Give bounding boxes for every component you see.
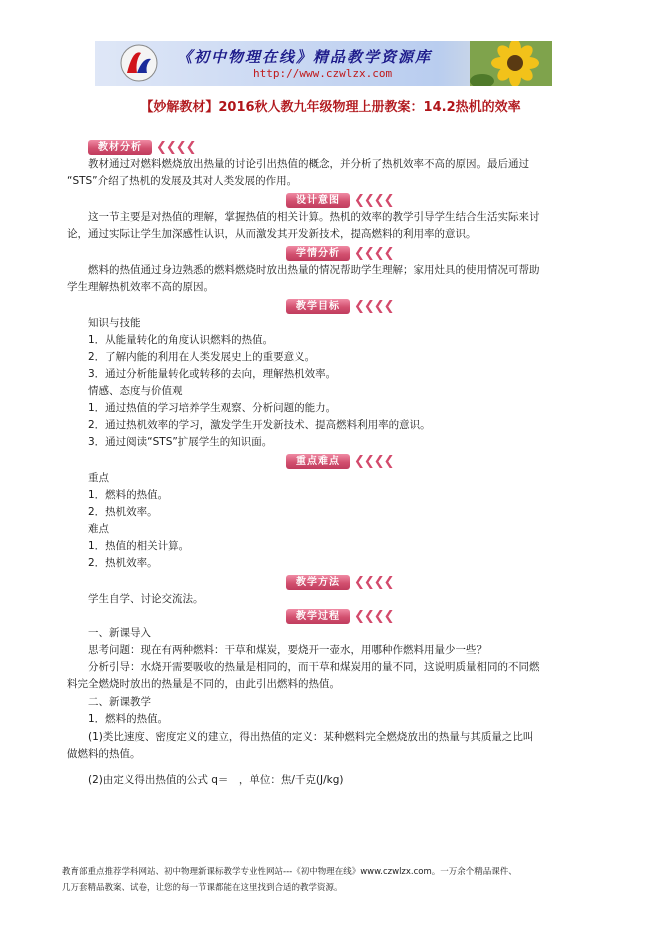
paragraph-line: 学生理解热机效率不高的原因。 xyxy=(67,281,214,293)
paragraph-line: 学生自学、讨论交流法。 xyxy=(88,593,204,605)
subheading: 情感、态度与价值观 xyxy=(88,385,183,397)
section-chevrons: ❮❮❮❮ xyxy=(354,193,394,208)
banner-url[interactable]: http://www.czwlzx.com xyxy=(253,67,393,80)
paragraph-line: 论，通过实际让学生加深感性认识，从而激发其开发新技术，提高燃料的利用率的意识。 xyxy=(67,228,477,240)
paragraph-line: (1)类比速度、密度定义的建立，得出热值的定义：某种燃料完全燃烧放出的热量与其质量之比叫 xyxy=(88,731,534,743)
banner-title: 《初中物理在线》精品教学资源库 xyxy=(177,48,433,66)
section-chevrons: ❮❮❮❮ xyxy=(156,140,196,155)
sunflower-icon xyxy=(470,41,552,86)
list-item: 1．燃料的热值。 xyxy=(88,489,169,501)
footer-line: 教育部重点推荐学科网站、初中物理新课标教学专业性网站---《初中物理在线》www.czwlzx.com。一万余个精品课件、 xyxy=(62,867,517,877)
list-item: 2．热机效率。 xyxy=(88,557,158,569)
list-item: 2．了解内能的利用在人类发展史上的重要意义。 xyxy=(88,351,316,363)
list-item: 1．热值的相关计算。 xyxy=(88,540,190,552)
section-header-student-analysis: 学情分析 xyxy=(286,246,350,261)
section-header-teaching-goals: 教学目标 xyxy=(286,299,350,314)
site-logo-icon xyxy=(117,43,161,83)
subheading: 一、新课导入 xyxy=(88,627,151,639)
section-chevrons: ❮❮❮❮ xyxy=(354,299,394,314)
subheading: 二、新课教学 xyxy=(88,696,151,708)
paragraph-line: 思考问题：现在有两种燃料：干草和煤炭，要烧开一壶水，用哪种作燃料用量少一些？ xyxy=(88,644,487,656)
paragraph-line: 燃料的热值通过身边熟悉的燃料燃烧时放出热量的情况帮助学生理解；家用灶具的使用情况可帮助 xyxy=(88,264,540,276)
document-title: 【妙解教材】2016秋人教九年级物理上册教案：14.2热机的效率 xyxy=(140,100,521,115)
section-chevrons: ❮❮❮❮ xyxy=(354,246,394,261)
paragraph-line: 做燃料的热值。 xyxy=(67,748,141,760)
paragraph-line: 分析引导：水烧开需要吸收的热量是相同的，而干草和煤炭用的量不同，这说明质量相同的不同燃 xyxy=(88,661,540,673)
section-header-design-intent: 设计意图 xyxy=(286,193,350,208)
list-item: 2．通过热机效率的学习，激发学生开发新技术、提高燃料利用率的意识。 xyxy=(88,419,431,431)
section-header-teaching-process: 教学过程 xyxy=(286,609,350,624)
subheading: 知识与技能 xyxy=(88,317,141,329)
section-chevrons: ❮❮❮❮ xyxy=(354,609,394,624)
list-item: 1．通过热值的学习培养学生观察、分析问题的能力。 xyxy=(88,402,337,414)
section-chevrons: ❮❮❮❮ xyxy=(354,454,394,469)
footer xyxy=(62,864,607,896)
subheading: 难点 xyxy=(88,523,109,535)
list-item: 3．通过阅读“STS”扩展学生的知识面。 xyxy=(88,436,273,448)
footer-line: 几万套精品教案、试卷，让您的每一节课都能在这里找到合适的教学资源。 xyxy=(62,883,343,893)
paragraph-line: “STS”介绍了热机的发展及其对人类发展的作用。 xyxy=(67,175,298,187)
list-item: 2．热机效率。 xyxy=(88,506,158,518)
paragraph-line: 教材通过对燃料燃烧放出热量的讨论引出热值的概念，并分析了热机效率不高的原因。最后通过 xyxy=(88,158,529,170)
list-item: 1．燃料的热值。 xyxy=(88,713,169,725)
section-header-key-difficult-points: 重点难点 xyxy=(286,454,350,469)
paragraph-line: 这一节主要是对热值的理解，掌握热值的相关计算。热机的效率的教学引导学生结合生活实际来讨 xyxy=(88,211,540,223)
header-banner xyxy=(95,41,552,86)
section-header-textbook-analysis: 教材分析 xyxy=(88,140,152,155)
list-item: 3．通过分析能量转化或转移的去向，理解热机效率。 xyxy=(88,368,337,380)
formula-line: (2)由定义得出热值的公式 q＝ ，单位：焦/千克(J/kg) xyxy=(88,774,344,786)
list-item: 1．从能量转化的角度认识燃料的热值。 xyxy=(88,334,274,346)
paragraph-line: 料完全燃烧时放出的热量是不同的，由此引出燃料的热值。 xyxy=(67,678,340,690)
section-header-teaching-methods: 教学方法 xyxy=(286,575,350,590)
section-chevrons: ❮❮❮❮ xyxy=(354,575,394,590)
subheading: 重点 xyxy=(88,472,109,484)
